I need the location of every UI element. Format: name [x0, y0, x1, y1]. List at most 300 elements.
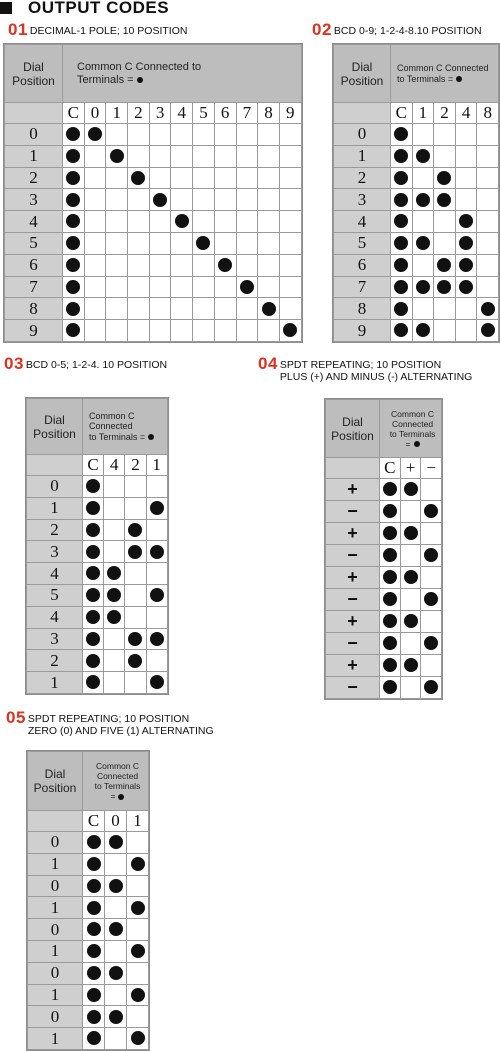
connection-dot-icon [87, 922, 101, 936]
table-row [28, 853, 149, 875]
dial-position-cell: + [326, 523, 380, 545]
dial-position-header: Dial Position [334, 45, 391, 103]
connection-dot-icon [131, 857, 145, 871]
connection-cell [146, 650, 167, 672]
table-header-row [28, 752, 149, 811]
table-row [326, 479, 442, 501]
connection-cell [83, 628, 104, 650]
connection-cell [63, 211, 85, 233]
common-c-header-line: Terminals = [77, 74, 301, 87]
connection-cell [380, 677, 401, 699]
connection-cell [258, 298, 280, 320]
connection-dot-icon [109, 879, 123, 893]
common-c-header-line: Common C Connected to [77, 60, 202, 73]
section-label-02 [312, 22, 482, 37]
connection-cell [421, 567, 442, 589]
connection-cell [477, 320, 499, 342]
dial-position-cell: + [326, 567, 380, 589]
connection-dot-icon [383, 636, 397, 650]
connection-dot-icon [394, 149, 408, 163]
section-number: 05 [6, 708, 26, 727]
dial-position-cell: 9 [5, 320, 63, 342]
connection-dot-icon [66, 280, 80, 294]
connection-dot-icon [66, 323, 80, 337]
dial-position-cell: 3 [5, 189, 63, 211]
connection-cell [412, 124, 434, 146]
connection-dot-icon [128, 654, 142, 668]
connection-cell [279, 145, 301, 167]
connection-cell [434, 124, 456, 146]
table-row [27, 606, 168, 628]
connection-cell [279, 298, 301, 320]
connection-cell [105, 832, 127, 854]
connection-cell [258, 145, 280, 167]
truth-table [333, 44, 499, 342]
corner-cell [5, 103, 63, 124]
connection-dot-icon [394, 323, 408, 337]
dot-symbol-icon [414, 441, 420, 447]
connection-cell [171, 320, 193, 342]
connection-cell [279, 167, 301, 189]
connection-dot-icon [262, 302, 276, 316]
section-number: 04 [258, 354, 278, 373]
table-row [334, 298, 499, 320]
dial-position-cell: 0 [28, 875, 83, 897]
connection-dot-icon [86, 523, 100, 537]
connection-dot-icon [424, 504, 438, 518]
section-subtitle: ZERO (0) AND FIVE (1) ALTERNATING [27, 725, 214, 737]
connection-cell [149, 211, 171, 233]
connection-cell [412, 145, 434, 167]
connection-cell [258, 232, 280, 254]
connection-dot-icon [107, 610, 121, 624]
connection-cell [258, 254, 280, 276]
connection-cell [83, 476, 104, 498]
table-row [28, 1006, 149, 1028]
connection-cell [127, 919, 149, 941]
connection-cell [380, 545, 401, 567]
connection-cell [104, 606, 125, 628]
connection-cell [477, 189, 499, 211]
connection-cell [83, 919, 105, 941]
connection-cell [412, 189, 434, 211]
connection-cell [149, 320, 171, 342]
connection-dot-icon [404, 658, 418, 672]
table-row [326, 611, 442, 633]
section-subtitle: PLUS (+) AND MINUS (-) ALTERNATING [279, 371, 473, 383]
connection-cell [127, 832, 149, 854]
connection-cell [83, 584, 104, 606]
table-row [326, 677, 442, 699]
connection-cell [83, 541, 104, 563]
connection-cell [400, 677, 421, 699]
square-bullet-icon [0, 2, 12, 14]
connection-cell [105, 1006, 127, 1028]
output-table-02 [332, 43, 500, 343]
connection-cell [83, 875, 105, 897]
connection-cell [412, 211, 434, 233]
connection-cell [146, 606, 167, 628]
connection-cell [104, 672, 125, 694]
connection-cell [391, 145, 413, 167]
connection-dot-icon [107, 566, 121, 580]
connection-cell [106, 276, 128, 298]
output-table-04 [324, 398, 443, 700]
common-c-header-line: Common C [96, 761, 139, 771]
connection-cell [193, 298, 215, 320]
connection-cell [214, 276, 236, 298]
table-row [5, 211, 302, 233]
connection-cell [84, 167, 106, 189]
connection-dot-icon [459, 258, 473, 272]
connection-cell [421, 655, 442, 677]
connection-cell [193, 145, 215, 167]
connection-cell [380, 633, 401, 655]
connection-cell [455, 276, 477, 298]
connection-cell [258, 276, 280, 298]
table-row [28, 940, 149, 962]
connection-dot-icon [437, 258, 451, 272]
truth-table [4, 44, 302, 342]
section-number: 01 [8, 20, 28, 39]
connection-dot-icon [394, 236, 408, 250]
table-row [326, 567, 442, 589]
connection-cell [84, 124, 106, 146]
connection-cell [106, 145, 128, 167]
table-header-row [27, 399, 168, 455]
table-row [5, 167, 302, 189]
connection-cell [279, 211, 301, 233]
connection-cell [214, 320, 236, 342]
connection-cell [421, 677, 442, 699]
connection-cell [279, 124, 301, 146]
terminal-label: 2 [125, 455, 146, 476]
table-row [27, 628, 168, 650]
table-row [28, 875, 149, 897]
connection-dot-icon [107, 588, 121, 602]
connection-dot-icon [150, 545, 164, 559]
connection-cell [84, 211, 106, 233]
connection-dot-icon [437, 193, 451, 207]
dial-position-cell: 3 [27, 628, 83, 650]
terminal-label: 6 [214, 103, 236, 124]
terminal-header-row [5, 103, 302, 124]
connection-cell [83, 497, 104, 519]
connection-dot-icon [88, 127, 102, 141]
connection-cell [400, 501, 421, 523]
table-row [334, 189, 499, 211]
connection-cell [84, 189, 106, 211]
connection-cell [236, 211, 258, 233]
connection-cell [455, 167, 477, 189]
connection-cell [193, 189, 215, 211]
dial-position-cell: − [326, 677, 380, 699]
connection-cell [455, 232, 477, 254]
connection-cell [279, 232, 301, 254]
connection-dot-icon [424, 548, 438, 562]
dot-symbol-icon [148, 434, 154, 440]
connection-cell [105, 962, 127, 984]
connection-dot-icon [66, 171, 80, 185]
terminal-label: 1 [146, 455, 167, 476]
dial-position-cell: 5 [334, 232, 391, 254]
connection-dot-icon [86, 566, 100, 580]
table-row [334, 232, 499, 254]
dot-symbol-icon [118, 794, 124, 800]
terminal-label: 1 [412, 103, 434, 124]
connection-dot-icon [394, 214, 408, 228]
connection-dot-icon [66, 127, 80, 141]
table-row [326, 633, 442, 655]
connection-cell [104, 476, 125, 498]
connection-cell [125, 541, 146, 563]
connection-dot-icon [416, 280, 430, 294]
connection-cell [455, 124, 477, 146]
connection-dot-icon [150, 588, 164, 602]
common-c-header-line: = [87, 791, 148, 801]
common-c-header [391, 45, 499, 103]
connection-cell [236, 276, 258, 298]
truth-table [325, 399, 442, 699]
connection-dot-icon [383, 614, 397, 628]
connection-cell [193, 211, 215, 233]
connection-dot-icon [131, 944, 145, 958]
connection-dot-icon [86, 610, 100, 624]
connection-dot-icon [109, 1010, 123, 1024]
dial-position-cell: 2 [27, 650, 83, 672]
connection-dot-icon [383, 548, 397, 562]
connection-cell [421, 545, 442, 567]
dial-position-header: Dial Position [28, 752, 83, 811]
connection-dot-icon [86, 545, 100, 559]
connection-dot-icon [437, 280, 451, 294]
table-row [5, 320, 302, 342]
table-row [28, 984, 149, 1006]
connection-dot-icon [175, 214, 189, 228]
dial-position-cell: 2 [5, 167, 63, 189]
dial-position-cell: 4 [27, 606, 83, 628]
connection-cell [412, 276, 434, 298]
table-row [27, 541, 168, 563]
connection-cell [434, 276, 456, 298]
terminal-header-row [28, 811, 149, 832]
connection-cell [193, 124, 215, 146]
table-row [326, 545, 442, 567]
connection-cell [236, 167, 258, 189]
connection-cell [434, 254, 456, 276]
connection-cell [434, 167, 456, 189]
terminal-label: 5 [193, 103, 215, 124]
connection-cell [63, 189, 85, 211]
table-row [27, 519, 168, 541]
connection-dot-icon [459, 236, 473, 250]
table-row [28, 1028, 149, 1050]
connection-cell [434, 189, 456, 211]
connection-dot-icon [150, 501, 164, 515]
connection-cell [400, 523, 421, 545]
connection-cell [421, 479, 442, 501]
connection-cell [391, 320, 413, 342]
connection-cell [83, 984, 105, 1006]
dial-position-cell: 4 [334, 211, 391, 233]
table-row [326, 523, 442, 545]
dial-position-cell: 7 [5, 276, 63, 298]
dial-position-cell: 1 [28, 897, 83, 919]
connection-cell [83, 1006, 105, 1028]
common-c-header-line: Connected [96, 771, 139, 781]
dial-position-cell: 8 [5, 298, 63, 320]
connection-dot-icon [383, 504, 397, 518]
table-row [334, 211, 499, 233]
dial-position-cell: 0 [28, 832, 83, 854]
dial-position-cell: 0 [28, 1006, 83, 1028]
connection-cell [83, 832, 105, 854]
section-label-01 [8, 22, 187, 37]
connection-cell [106, 232, 128, 254]
connection-cell [391, 298, 413, 320]
table-row [27, 584, 168, 606]
connection-cell [149, 276, 171, 298]
connection-dot-icon [383, 482, 397, 496]
connection-cell [477, 145, 499, 167]
dial-position-cell: 0 [334, 124, 391, 146]
connection-cell [146, 541, 167, 563]
terminal-header-row [326, 458, 442, 479]
connection-cell [434, 232, 456, 254]
connection-cell [400, 479, 421, 501]
table-row [27, 672, 168, 694]
connection-cell [105, 919, 127, 941]
connection-dot-icon [128, 632, 142, 646]
output-table-03 [25, 397, 169, 695]
connection-cell [214, 232, 236, 254]
common-c-header-line: to Terminals = [397, 74, 498, 85]
connection-cell [214, 254, 236, 276]
connection-dot-icon [131, 901, 145, 915]
connection-cell [421, 501, 442, 523]
connection-dot-icon [150, 675, 164, 689]
connection-cell [84, 254, 106, 276]
section-number: 03 [4, 354, 24, 373]
connection-dot-icon [424, 592, 438, 606]
connection-cell [400, 633, 421, 655]
dial-position-cell: 1 [28, 984, 83, 1006]
connection-cell [391, 189, 413, 211]
connection-cell [214, 211, 236, 233]
connection-cell [412, 167, 434, 189]
connection-cell [421, 589, 442, 611]
connection-dot-icon [87, 966, 101, 980]
dial-position-cell: 7 [334, 276, 391, 298]
connection-cell [127, 875, 149, 897]
connection-cell [104, 584, 125, 606]
terminal-label: 7 [236, 103, 258, 124]
common-c-header [83, 752, 149, 811]
connection-cell [391, 276, 413, 298]
connection-cell [83, 563, 104, 585]
connection-cell [84, 276, 106, 298]
connection-cell [171, 124, 193, 146]
connection-cell [63, 298, 85, 320]
connection-dot-icon [416, 193, 430, 207]
connection-dot-icon [110, 149, 124, 163]
dial-position-cell: 3 [334, 189, 391, 211]
dial-position-cell: + [326, 655, 380, 677]
terminal-label: 0 [105, 811, 127, 832]
connection-dot-icon [416, 149, 430, 163]
connection-cell [391, 254, 413, 276]
connection-cell [84, 145, 106, 167]
connection-dot-icon [383, 592, 397, 606]
dial-position-cell: 8 [334, 298, 391, 320]
connection-dot-icon [66, 214, 80, 228]
connection-cell [83, 650, 104, 672]
connection-cell [125, 584, 146, 606]
table-row [5, 124, 302, 146]
connection-cell [258, 167, 280, 189]
connection-cell [128, 167, 150, 189]
connection-cell [258, 320, 280, 342]
dial-position-cell: − [326, 633, 380, 655]
dial-position-cell: − [326, 545, 380, 567]
section-label-03 [4, 356, 167, 371]
connection-cell [106, 320, 128, 342]
connection-cell [391, 124, 413, 146]
connection-cell [127, 1028, 149, 1050]
connection-cell [106, 167, 128, 189]
connection-cell [128, 298, 150, 320]
connection-cell [127, 897, 149, 919]
connection-cell [149, 298, 171, 320]
connection-dot-icon [150, 632, 164, 646]
connection-cell [149, 124, 171, 146]
connection-cell [83, 1028, 105, 1050]
connection-cell [128, 232, 150, 254]
dial-position-cell: + [326, 611, 380, 633]
connection-cell [380, 611, 401, 633]
dial-position-cell: 6 [5, 254, 63, 276]
connection-dot-icon [383, 570, 397, 584]
connection-cell [105, 940, 127, 962]
connection-cell [63, 320, 85, 342]
connection-cell [128, 145, 150, 167]
connection-dot-icon [131, 988, 145, 1002]
dial-position-cell: 2 [27, 519, 83, 541]
connection-cell [171, 211, 193, 233]
connection-dot-icon [218, 258, 232, 272]
connection-cell [106, 254, 128, 276]
connection-dot-icon [404, 526, 418, 540]
table-header-row [326, 400, 442, 458]
terminal-label: 3 [149, 103, 171, 124]
section-title: SPDT REPEATING; 10 POSITION [27, 713, 190, 725]
connection-cell [146, 563, 167, 585]
connection-cell [400, 545, 421, 567]
connection-dot-icon [424, 636, 438, 650]
connection-cell [63, 145, 85, 167]
connection-cell [455, 211, 477, 233]
dial-position-cell: 1 [28, 1028, 83, 1050]
connection-dot-icon [416, 236, 430, 250]
connection-cell [105, 853, 127, 875]
connection-cell [477, 254, 499, 276]
connection-dot-icon [66, 236, 80, 250]
connection-cell [258, 189, 280, 211]
connection-cell [279, 320, 301, 342]
connection-dot-icon [394, 302, 408, 316]
dial-position-cell: 1 [5, 145, 63, 167]
corner-cell [27, 455, 83, 476]
